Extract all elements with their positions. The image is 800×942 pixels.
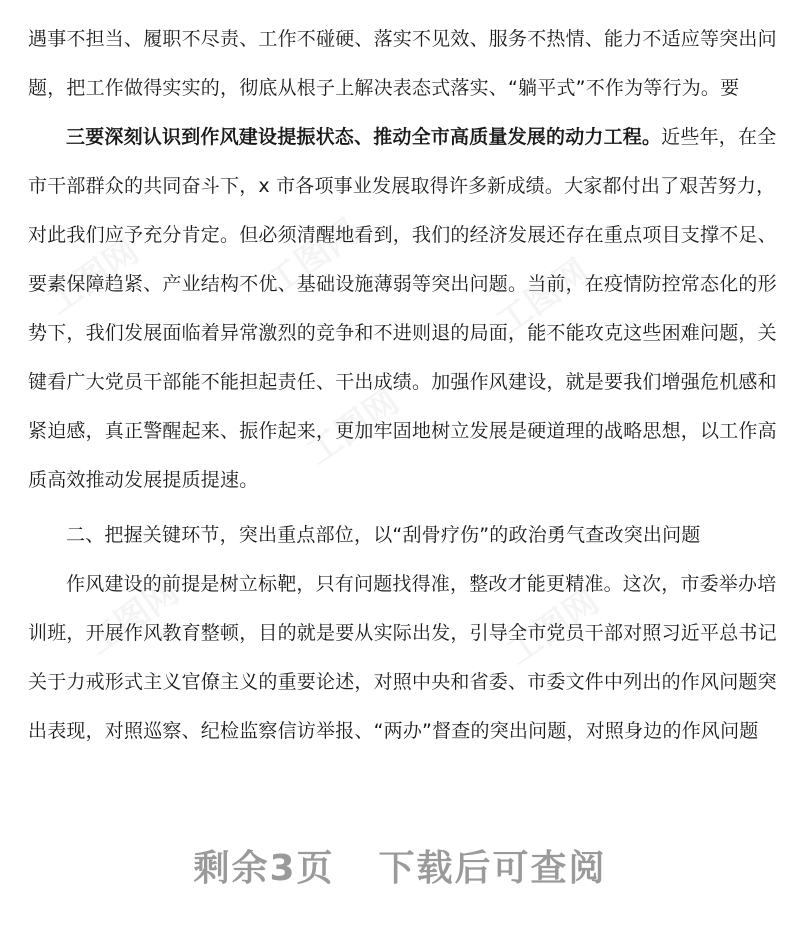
text-run: 近些年，在全 [661,126,777,148]
text-line: 遇事不担当、履职不尽责、工作不碰硬、落实不见效、服务不热情、能力不适应等突出问 [28,28,777,50]
text-line: 题，把工作做得实实的，彻底从根子上解决表态式落实、“躺平式”不作为等行为。要 [28,77,740,99]
download-prompt[interactable] [0,840,800,891]
text-line: 对此我们应予充分肯定。但必须清醒地看到，我们的经济发展还存在重点项目支撑不足、 [28,224,777,246]
text-line: 作风建设的前提是树立标靶，只有问题找得准，整改才能更精准。这次，市委举办培 [66,573,777,595]
text-line: 训班，开展作风教育整顿，目的就是要从实际出发，引导全市党员干部对照习近平总书记 [28,622,777,644]
text-line: 出表现，对照巡察、纪检监察信访举报、“两办”督查的突出问题，对照身边的作风问题 [28,720,759,742]
watermark: 工图网 [79,571,187,664]
text-line: 势下，我们发展面临着异常激烈的竞争和不进则退的局面，能不能攻克这些困难问题，关 [28,322,777,344]
text-line: 市干部群众的共同奋斗下，x 市各项事业发展取得许多新成绩。大家都付出了艰苦努力， [28,175,776,197]
watermark: 工图网 [499,581,607,674]
text-line: 键看广大党员干部能不能担起责任、干出成绩。加强作风建设，就是要我们增强危机感和 [28,371,777,393]
text-line: 紧迫感，真正警醒起来、振作起来，更加牢固地树立发展是硬道理的战略思想，以工作高 [28,420,777,442]
watermark: 工图网 [299,381,407,474]
paragraph-lead-line [66,124,776,150]
section-heading: 二、把握关键环节，突出重点部位，以“刮骨疗伤”的政治勇气查改突出问题 [66,524,701,546]
watermark: 工图网 [39,231,147,324]
text-line: 要素保障趋紧、产业结构不优、基础设施薄弱等突出问题。当前，在疫情防控常态化的形 [28,273,777,295]
text-line: 质高效推动发展提质提速。 [28,469,259,491]
download-label[interactable]: 下载后可查阅 [378,848,607,889]
watermark: 工图网 [259,211,367,304]
text-line: 关于力戒形式主义官僚主义的重要论述，对照中央和省委、市委文件中列出的作风问题突 [28,671,777,693]
remaining-pages-label: 剩余3页 [193,848,335,889]
paragraph-heading: 三要深刻认识到作风建设提振状态、推动全市高质量发展的动力工程。 [66,126,662,148]
watermark: 工图网 [489,251,597,344]
